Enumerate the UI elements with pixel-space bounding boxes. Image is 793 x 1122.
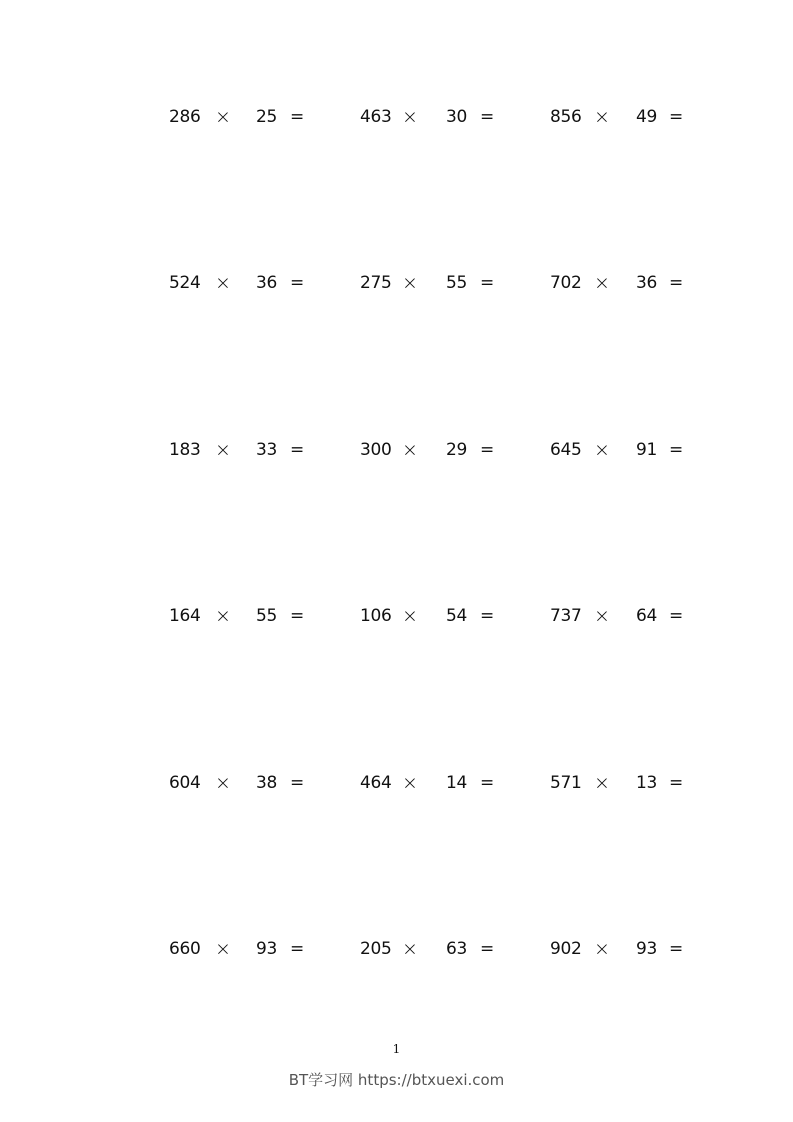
multiplicand: 660 (169, 939, 201, 959)
multiplicand: 571 (550, 773, 582, 793)
multiplier: 33 (256, 440, 278, 460)
multiplier: 29 (446, 440, 468, 460)
equals-sign: = (669, 273, 683, 293)
equals-sign: = (290, 773, 304, 793)
times-sign: × (215, 938, 231, 960)
equals-sign: = (480, 107, 494, 127)
times-sign: × (402, 605, 418, 627)
equals-sign: = (290, 107, 304, 127)
times-sign: × (594, 272, 610, 294)
times-sign: × (402, 772, 418, 794)
multiplicand: 286 (169, 107, 201, 127)
times-sign: × (215, 605, 231, 627)
times-sign: × (402, 106, 418, 128)
multiplicand: 463 (360, 107, 392, 127)
footer-watermark: BT学习网 https://btxuexi.com (288, 1071, 505, 1089)
equals-sign: = (480, 440, 494, 460)
times-sign: × (594, 605, 610, 627)
equals-sign: = (290, 606, 304, 626)
times-sign: × (215, 272, 231, 294)
multiplicand: 702 (550, 273, 582, 293)
equals-sign: = (290, 440, 304, 460)
equals-sign: = (290, 273, 304, 293)
multiplier: 36 (256, 273, 278, 293)
multiplicand: 645 (550, 440, 582, 460)
multiplicand: 275 (360, 273, 392, 293)
times-sign: × (402, 439, 418, 461)
multiplicand: 604 (169, 773, 201, 793)
equals-sign: = (669, 606, 683, 626)
multiplier: 14 (446, 773, 468, 793)
equals-sign: = (669, 939, 683, 959)
equals-sign: = (669, 440, 683, 460)
problem-row (0, 105, 793, 129)
multiplier: 30 (446, 107, 468, 127)
multiplicand: 164 (169, 606, 201, 626)
multiplicand: 183 (169, 440, 201, 460)
equals-sign: = (669, 773, 683, 793)
multiplicand: 106 (360, 606, 392, 626)
multiplicand: 856 (550, 107, 582, 127)
multiplier: 93 (636, 939, 658, 959)
times-sign: × (215, 772, 231, 794)
multiplier: 54 (446, 606, 468, 626)
problem-row (0, 771, 793, 795)
problem-row (0, 271, 793, 295)
times-sign: × (594, 772, 610, 794)
equals-sign: = (480, 939, 494, 959)
problem-row (0, 438, 793, 462)
equals-sign: = (669, 107, 683, 127)
times-sign: × (402, 272, 418, 294)
multiplier: 49 (636, 107, 658, 127)
times-sign: × (215, 106, 231, 128)
multiplier: 63 (446, 939, 468, 959)
page-number: 1 (392, 1042, 401, 1056)
multiplier: 93 (256, 939, 278, 959)
multiplier: 55 (446, 273, 468, 293)
times-sign: × (215, 439, 231, 461)
times-sign: × (594, 106, 610, 128)
times-sign: × (594, 938, 610, 960)
problem-row (0, 937, 793, 961)
multiplicand: 524 (169, 273, 201, 293)
multiplier: 36 (636, 273, 658, 293)
equals-sign: = (480, 273, 494, 293)
multiplier: 91 (636, 440, 658, 460)
multiplier: 55 (256, 606, 278, 626)
multiplier: 64 (636, 606, 658, 626)
multiplier: 25 (256, 107, 278, 127)
multiplier: 38 (256, 773, 278, 793)
equals-sign: = (480, 606, 494, 626)
times-sign: × (402, 938, 418, 960)
multiplicand: 205 (360, 939, 392, 959)
equals-sign: = (480, 773, 494, 793)
problem-row (0, 604, 793, 628)
equals-sign: = (290, 939, 304, 959)
multiplicand: 300 (360, 440, 392, 460)
multiplicand: 902 (550, 939, 582, 959)
multiplicand: 737 (550, 606, 582, 626)
multiplier: 13 (636, 773, 658, 793)
multiplicand: 464 (360, 773, 392, 793)
times-sign: × (594, 439, 610, 461)
